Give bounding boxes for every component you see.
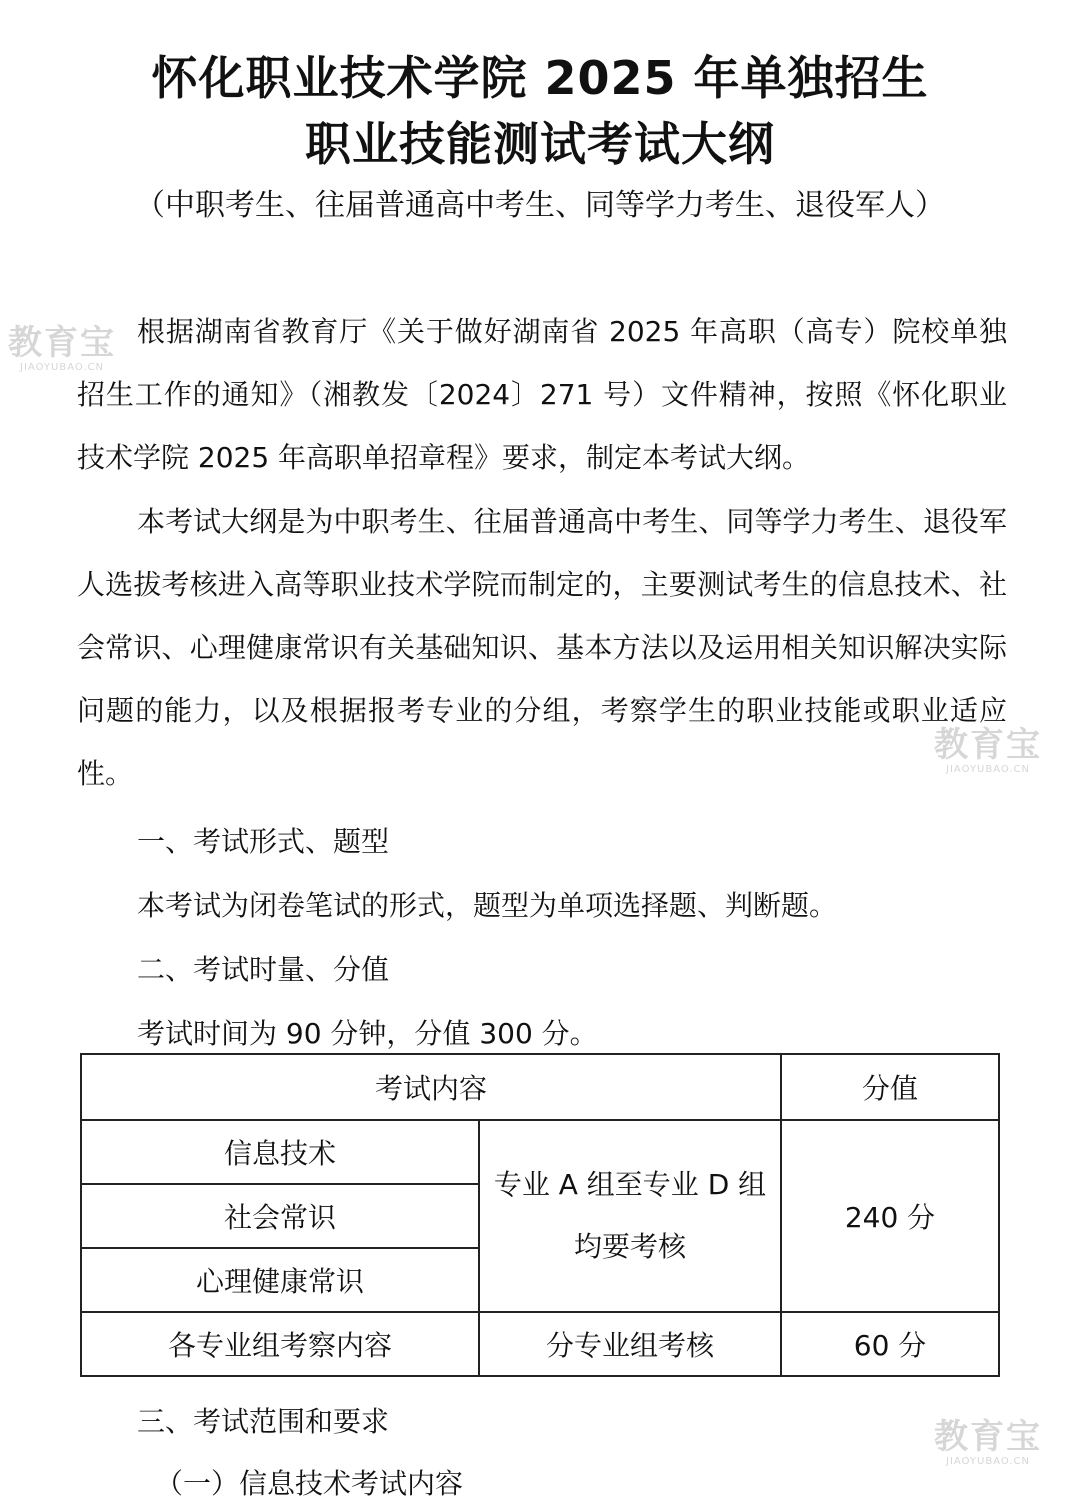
watermark-url: JIAOYUBAO.CN bbox=[946, 1456, 1030, 1467]
subject-cell: 社会常识 bbox=[81, 1184, 479, 1248]
section-heading-exam-duration: 二、考试时量、分值 bbox=[137, 953, 390, 986]
table-header-row bbox=[81, 1054, 999, 1120]
watermark-logo bbox=[8, 323, 116, 373]
group-row-note: 分专业组考核 bbox=[479, 1312, 781, 1376]
group-note-cell bbox=[479, 1120, 781, 1312]
document-title-line1: 怀化职业技术学院 2025 年单独招生 bbox=[151, 51, 929, 105]
watermark-text: 教育宝 bbox=[934, 1417, 1042, 1457]
watermark-logo bbox=[934, 1417, 1042, 1467]
exam-duration-text: 考试时间为 90 分钟，分值 300 分。 bbox=[137, 1017, 598, 1050]
section-heading-exam-scope: 三、考试范围和要求 bbox=[137, 1405, 390, 1438]
document-subtitle: （中职考生、往届普通高中考生、同等学力考生、退役军人） bbox=[135, 188, 945, 223]
exam-format-text: 本考试为闭卷笔试的形式，题型为单项选择题、判断题。 bbox=[137, 889, 838, 922]
header-score: 分值 bbox=[781, 1054, 999, 1120]
header-exam-content: 考试内容 bbox=[81, 1054, 781, 1120]
group-row-score: 60 分 bbox=[781, 1312, 999, 1376]
group-note-text: 专业 A 组至专业 D 组均要考核 bbox=[493, 1168, 767, 1263]
score-table bbox=[80, 1053, 1000, 1377]
group-row-label: 各专业组考察内容 bbox=[81, 1312, 479, 1376]
section-heading-exam-format: 一、考试形式、题型 bbox=[137, 825, 390, 858]
watermark-text: 教育宝 bbox=[934, 725, 1042, 765]
watermark-text: 教育宝 bbox=[8, 323, 116, 363]
subject-cell: 心理健康常识 bbox=[81, 1248, 479, 1312]
watermark-url: JIAOYUBAO.CN bbox=[946, 764, 1030, 775]
purpose-paragraph: 本考试大纲是为中职考生、往届普通高中考生、同等学力考生、退役军人选拔考核进入高等职业技术学院而制定的，主要测试考生的信息技术、社会常识、心理健康常识有关基础知识、基本方法以及运用相关知识解决实际问题的能力，以及根据报考专业的分组，考察学生的职业技能或职业适应性。 bbox=[77, 505, 1007, 790]
watermark-logo bbox=[934, 725, 1042, 775]
document-title-line2: 职业技能测试考试大纲 bbox=[305, 117, 775, 171]
watermark-url: JIAOYUBAO.CN bbox=[20, 362, 104, 373]
table-row bbox=[81, 1312, 999, 1376]
subsection-heading-it: （一）信息技术考试内容 bbox=[155, 1467, 464, 1500]
subjects-score-cell: 240 分 bbox=[781, 1120, 999, 1312]
table-row bbox=[81, 1120, 999, 1184]
intro-paragraph: 根据湖南省教育厅《关于做好湖南省 2025 年高职（高专）院校单独招生工作的通知》（湘教发〔2024〕271 号）文件精神，按照《怀化职业技术学院 2025 年高职单招章程》要求，制定本考试大纲。 bbox=[77, 315, 1007, 474]
subject-cell: 信息技术 bbox=[81, 1120, 479, 1184]
